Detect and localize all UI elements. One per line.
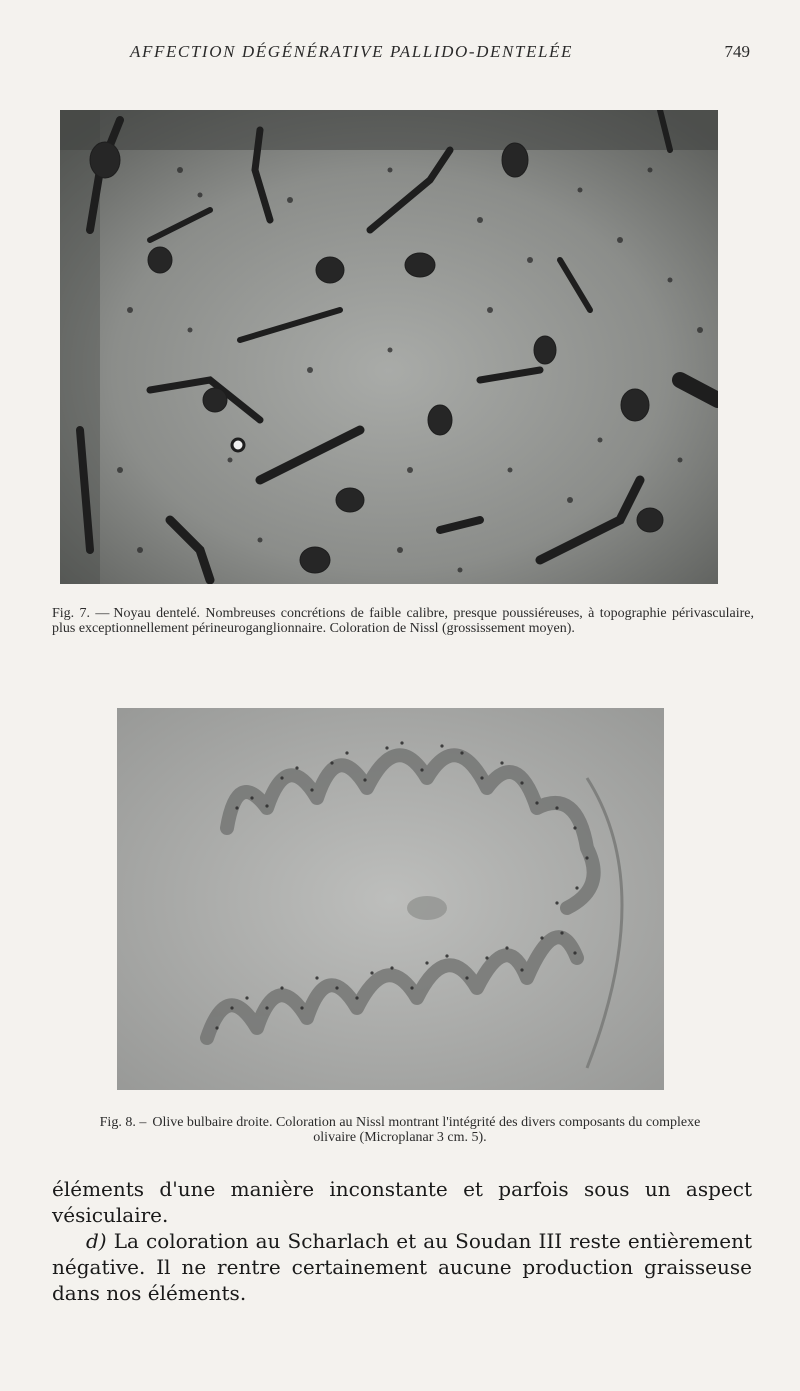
body-paragraph-1: éléments d'une manière inconstante et parfois sous un aspect vésiculaire. xyxy=(52,1177,752,1227)
figure-8-caption-text: Olive bulbaire droite. Coloration au Nissl montrant l'intégrité des divers composants du complexe olivaire (Microplanar 3 cm. 5). xyxy=(152,1115,701,1145)
figure-7-image xyxy=(60,110,718,584)
running-title: AFFECTION DÉGÉNÉRATIVE PALLIDO-DENTELÉE xyxy=(130,42,573,61)
figure-7-caption-text: Noyau dentelé. Nombreuses concrétions de faible calibre, presque poussiéreuses, à topographie périvasculaire, plus exceptionnellement périneuroganglionnaire. Coloration de Nissl (grossissement moyen). xyxy=(52,606,755,636)
figure-8-label: Fig. 8. – xyxy=(99,1115,147,1130)
figure-7-label: Fig. 7. — xyxy=(52,606,110,621)
body-text xyxy=(52,1176,752,1306)
running-header xyxy=(130,42,750,72)
figure-8-image xyxy=(117,708,664,1090)
figure-8-micrograph xyxy=(117,708,664,1090)
figure-7-caption xyxy=(52,606,754,636)
page-number: 749 xyxy=(724,42,750,61)
body-paragraph-2 xyxy=(52,1228,752,1306)
item-letter: d) xyxy=(86,1229,107,1253)
body-paragraph-2-text: La coloration au Scharlach et au Soudan III reste entièrement négative. Il ne rentre certainement aucune production graisseuse dans nos éléments. xyxy=(52,1229,752,1305)
figure-8-caption xyxy=(80,1115,720,1145)
figure-7-micrograph xyxy=(60,110,718,584)
